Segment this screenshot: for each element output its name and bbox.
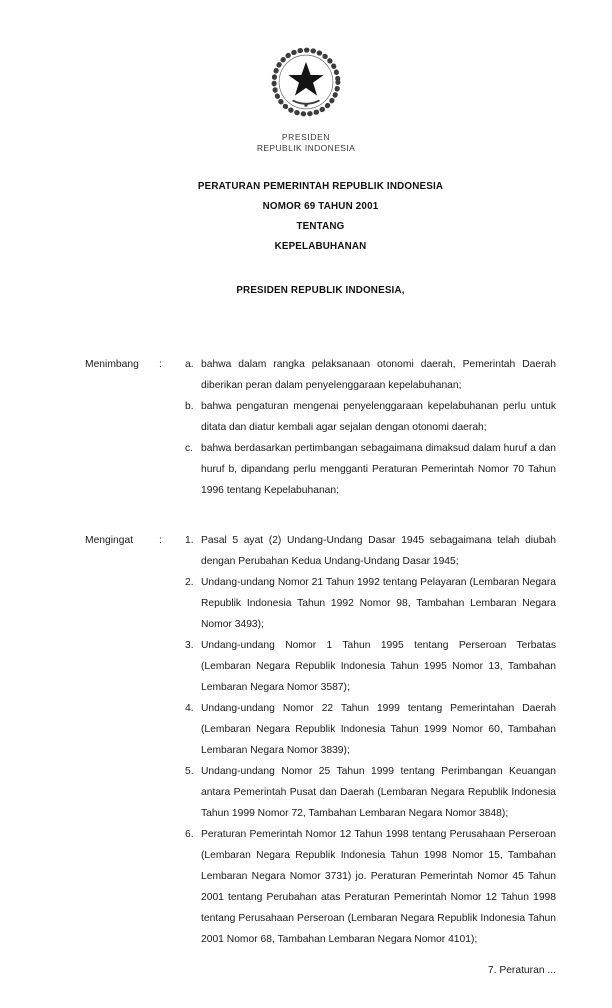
title-regulation: PERATURAN PEMERINTAH REPUBLIK INDONESIA xyxy=(197,181,444,192)
item-text: Undang-undang Nomor 1 Tahun 1995 tentang Perseroan Terbatas (Lembaran Negara Republik Indonesia Tahun 1995 Nomor 13, Tambahan Lembaran Negara Nomor 3587); xyxy=(201,640,556,693)
item-text: Undang-undang Nomor 25 Tahun 1999 tentang Perimbangan Keuangan antara Pemerintah Pusat dan Daerah (Lembaran Negara Republik Indonesia Tahun 1999 Nomor 72, Tambahan Lembaran Negara Nomor 3848); xyxy=(201,766,556,819)
section-mengingat xyxy=(85,530,556,950)
item-text: bahwa pengaturan mengenai penyelenggaraan kepelabuhanan perlu untuk ditata dan diatur kembali agar sejalan dengan otonomi daerah; xyxy=(201,401,556,433)
mengingat-label: Mengingat xyxy=(85,535,134,546)
mengingat-colon: : xyxy=(159,535,162,546)
section-menimbang xyxy=(85,354,556,501)
list-item xyxy=(185,396,556,438)
item-marker: a. xyxy=(185,359,194,370)
seal-container xyxy=(85,40,527,153)
item-marker: b. xyxy=(185,401,194,412)
title-block xyxy=(85,177,556,257)
menimbang-label: Menimbang xyxy=(85,359,139,370)
title-subject: KEPELABUHANAN xyxy=(274,241,367,252)
list-item xyxy=(185,824,556,950)
item-text: Pasal 5 ayat (2) Undang-Undang Dasar 1945 sebagaimana telah diubah dengan Perubahan Kedua Undang-Undang Dasar 1945; xyxy=(201,535,556,567)
item-marker: 3. xyxy=(185,640,194,651)
list-item xyxy=(185,572,556,635)
salutation: PRESIDEN REPUBLIK INDONESIA, xyxy=(236,285,405,296)
title-tentang: TENTANG xyxy=(296,221,345,232)
item-marker: 4. xyxy=(185,703,194,714)
continuation-catchword: 7. Peraturan ... xyxy=(487,965,556,976)
item-text: bahwa berdasarkan pertimbangan sebagaimana dimaksud dalam huruf a dan huruf b, dipandang perlu mengganti Peraturan Pemerintah Nomor 70 Tahun 1996 tentang Kepelabuhanan; xyxy=(201,443,556,496)
item-text: bahwa dalam rangka pelaksanaan otonomi daerah, Pemerintah Daerah diberikan peran dalam penyelenggaraan kepelabuhanan; xyxy=(201,359,556,391)
item-text: Undang-undang Nomor 22 Tahun 1999 tentang Pemerintahan Daerah (Lembaran Negara Republik Indonesia Tahun 1999 Nomor 60, Tambahan Lembaran Negara Nomor 3839); xyxy=(201,703,556,756)
mengingat-items xyxy=(185,530,556,950)
list-item xyxy=(185,530,556,572)
list-item xyxy=(185,761,556,824)
header-presiden: PRESIDEN xyxy=(281,132,331,142)
list-item xyxy=(185,354,556,396)
title-number: NOMOR 69 TAHUN 2001 xyxy=(262,201,379,212)
list-item xyxy=(185,438,556,501)
presidential-seal-icon xyxy=(264,40,348,124)
menimbang-colon: : xyxy=(159,359,162,370)
list-item xyxy=(185,635,556,698)
item-marker: c. xyxy=(185,443,194,454)
menimbang-items xyxy=(185,354,556,501)
item-text: Undang-undang Nomor 21 Tahun 1992 tentang Pelayaran (Lembaran Negara Republik Indonesia Tahun 1992 Nomor 98, Tambahan Lembaran Negara Nomor 3493); xyxy=(201,577,556,630)
header-republik-indonesia: REPUBLIK INDONESIA xyxy=(256,143,356,153)
item-marker: 1. xyxy=(185,535,194,546)
item-text: Peraturan Pemerintah Nomor 12 Tahun 1998 tentang Perusahaan Perseroan (Lembaran Negara Republik Indonesia Tahun 1998 Nomor 15, Tambahan Lembaran Negara Nomor 3731) jo. Peraturan Pemerintah Nomor 45 Tahun 2001 tentang Perubahan atas Peraturan Pemerintah Nomor 12 Tahun 1998 tentang Perusahaan Perseroan (Lembaran Negara Republik Indonesia Tahun 2001 Nomor 68, Tambahan Lembaran Negara Nomor 4101); xyxy=(201,829,556,945)
item-marker: 2. xyxy=(185,577,194,588)
list-item xyxy=(185,698,556,761)
item-marker: 6. xyxy=(185,829,194,840)
item-marker: 5. xyxy=(185,766,194,777)
